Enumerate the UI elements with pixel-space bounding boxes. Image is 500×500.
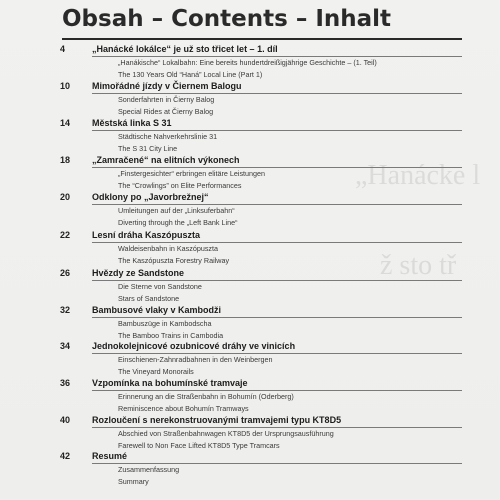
entry-rule — [92, 204, 462, 205]
entry-subtitle-en: Diverting through the „Left Bank Line“ — [118, 218, 238, 227]
entry-subtitle-de: Die Sterne von Sandstone — [118, 282, 202, 291]
page-number: 14 — [60, 118, 71, 128]
page-number: 4 — [60, 44, 66, 54]
page-number: 32 — [60, 305, 71, 315]
page-number: 42 — [60, 451, 71, 461]
entry-subtitle-en: Reminiscence about Bohumín Tramways — [118, 404, 249, 413]
entry-title: Jednokolejnicové ozubnicové dráhy ve vinicích — [92, 341, 296, 351]
entry-title: Odklony po „Javorbrežnej“ — [92, 192, 209, 202]
entry-title: Městská linka S 31 — [92, 118, 172, 128]
entry-subtitle-de: Umleitungen auf der „Linksuferbahn“ — [118, 206, 235, 215]
entry-subtitle-en: Stars of Sandstone — [118, 294, 180, 303]
entry-subtitle-de: Erinnerung an die Straßenbahn in Bohumín (Oderberg) — [118, 392, 294, 401]
title-rule — [62, 38, 462, 40]
entry-rule — [92, 56, 462, 57]
background-ghost-text-2: ž sto tř — [380, 250, 457, 281]
page-number: 26 — [60, 268, 71, 278]
entry-subtitle-en: Farewell to Non Face Lifted KT8D5 Type Tramcars — [118, 441, 280, 450]
entry-subtitle-de: Sonderfahrten in Čierny Balog — [118, 95, 215, 104]
entry-title: Mimořádné jízdy v Čiernem Balogu — [92, 81, 242, 91]
entry-subtitle-en: The “Crowlings” on Elite Performances — [118, 181, 242, 190]
entry-title: Rozloučení s nerekonstruovanými tramvajemi typu KT8D5 — [92, 415, 342, 425]
page-number: 22 — [60, 230, 71, 240]
entry-rule — [92, 390, 462, 391]
entry-rule — [92, 353, 462, 354]
entry-rule — [92, 317, 462, 318]
background-ghost-text-1: „Hanácke l — [355, 160, 481, 191]
entry-subtitle-de: Bambuszüge in Kambodscha — [118, 319, 212, 328]
entry-title: „Hanácké lokálce“ je už sto třicet let – 1. díl — [92, 44, 278, 54]
entry-rule — [92, 93, 462, 94]
entry-title: Bambusové vlaky v Kambodži — [92, 305, 222, 315]
page-title: Obsah – Contents – Inhalt — [62, 6, 392, 32]
page-number: 18 — [60, 155, 71, 165]
entry-subtitle-de: „Finstergesichter“ erbringen elitäre Leistungen — [118, 169, 266, 178]
entry-subtitle-de: Einschienen-Zahnradbahnen in den Weinbergen — [118, 355, 273, 364]
entry-rule — [92, 130, 462, 131]
page-number: 10 — [60, 81, 71, 91]
entry-rule — [92, 167, 462, 168]
entry-rule — [92, 427, 462, 428]
entry-subtitle-en: Summary — [118, 477, 149, 486]
entry-subtitle-en: The Bamboo Trains in Cambodia — [118, 331, 224, 340]
entry-subtitle-en: Special Rides at Čierny Balog — [118, 107, 214, 116]
entry-subtitle-de: Waldeisenbahn in Kaszópuszta — [118, 244, 219, 253]
entry-title: Resumé — [92, 451, 128, 461]
entry-title: Vzpomínka na bohumínské tramvaje — [92, 378, 248, 388]
entry-title: „Zamračené“ na elitních výkonech — [92, 155, 240, 165]
entry-subtitle-en: The Kaszópuszta Forestry Railway — [118, 256, 230, 265]
entry-rule — [92, 280, 462, 281]
page-number: 36 — [60, 378, 71, 388]
page-number: 40 — [60, 415, 71, 425]
entry-subtitle-en: The S 31 City Line — [118, 144, 178, 153]
entry-subtitle-de: Städtische Nahverkehrslinie 31 — [118, 132, 218, 141]
page-number: 34 — [60, 341, 71, 351]
entry-rule — [92, 242, 462, 243]
page-number: 20 — [60, 192, 71, 202]
entry-subtitle-de: „Hanákische“ Lokalbahn: Eine bereits hundertdreißigjährige Geschichte – (1. Teil) — [118, 58, 377, 67]
entry-subtitle-de: Abschied von Straßenbahnwagen KT8D5 der Ursprungsausführung — [118, 429, 334, 438]
entry-rule — [92, 463, 462, 464]
entry-title: Hvězdy ze Sandstone — [92, 268, 185, 278]
entry-subtitle-de: Zusammenfassung — [118, 465, 180, 474]
entry-title: Lesní dráha Kaszópuszta — [92, 230, 201, 240]
entry-subtitle-en: The 130 Years Old “Haná” Local Line (Part 1) — [118, 70, 263, 79]
entry-subtitle-en: The Vineyard Monorails — [118, 367, 194, 376]
